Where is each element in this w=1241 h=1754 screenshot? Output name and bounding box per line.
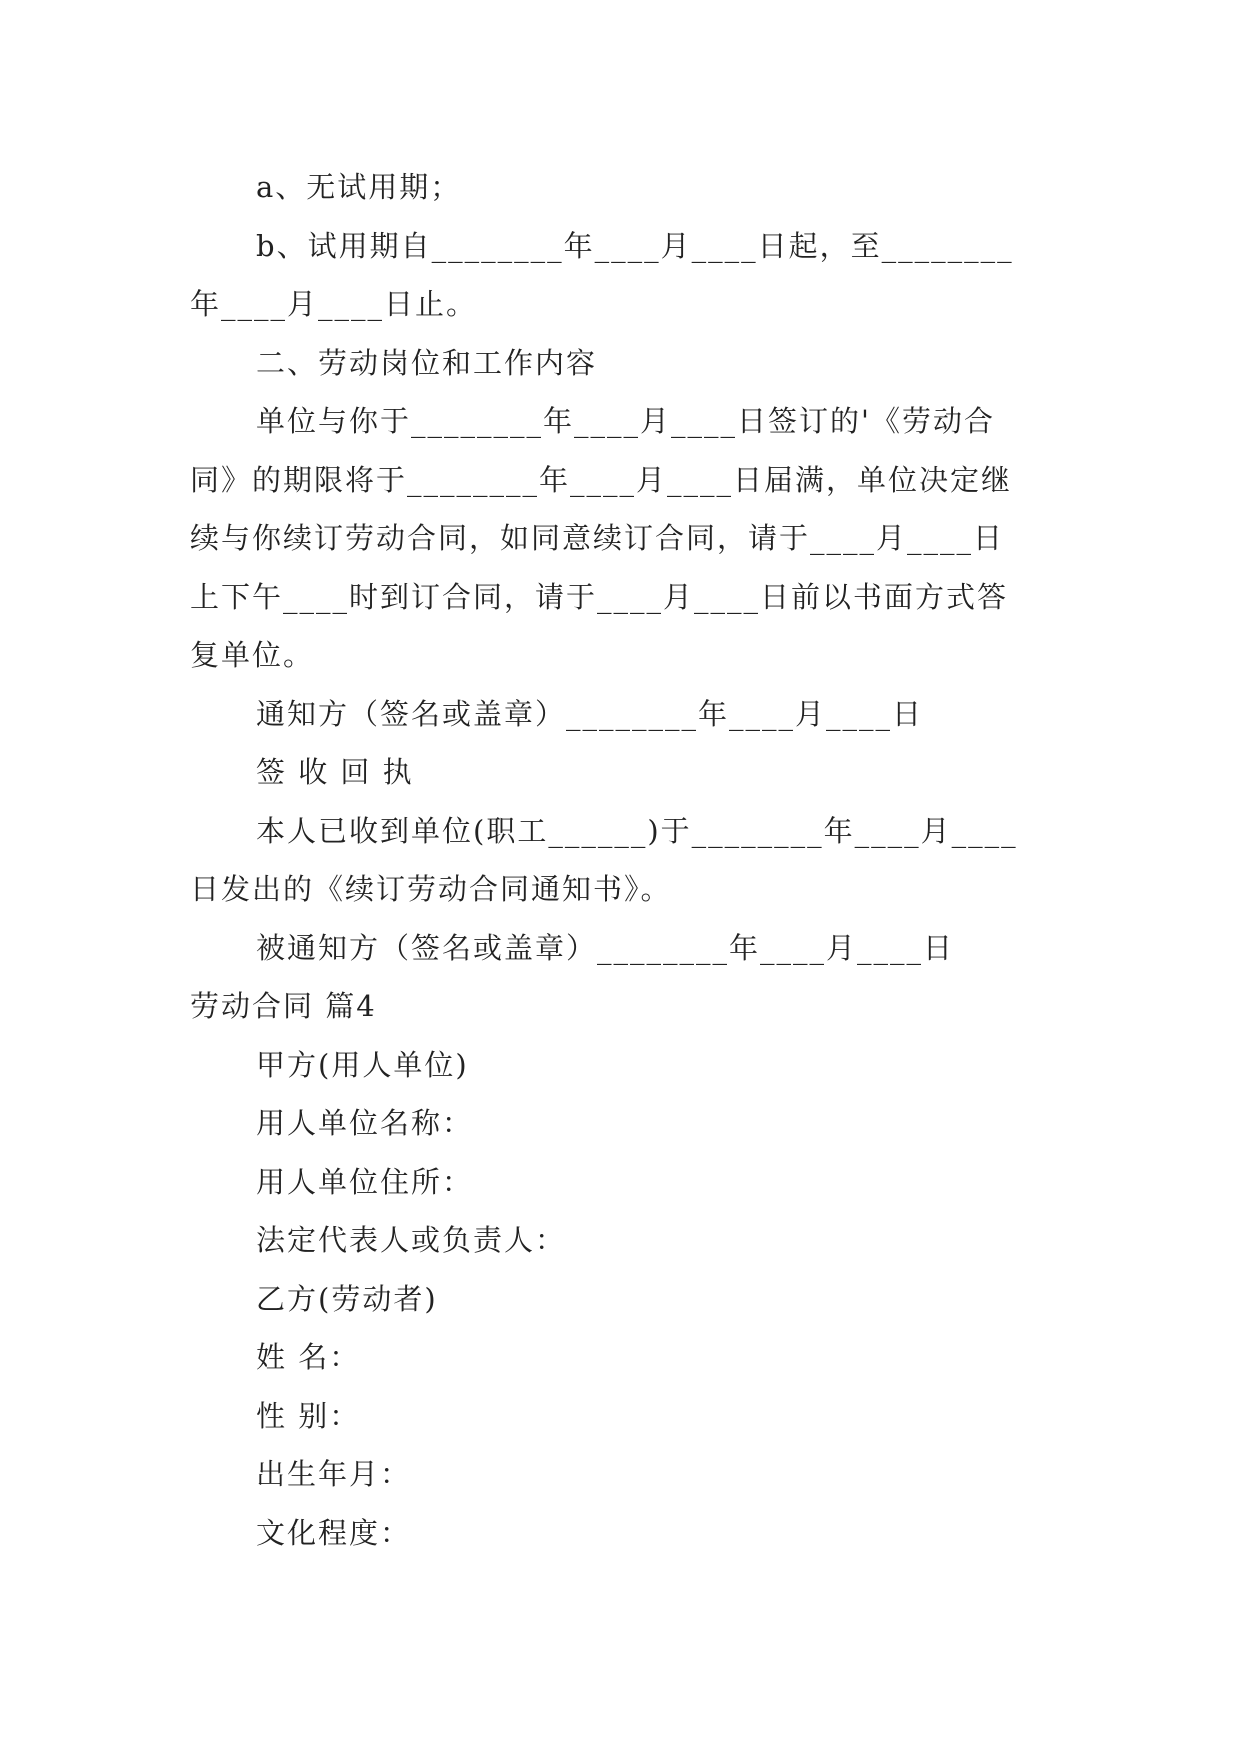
receipt-paragraph-line-2: 日发出的《续订劳动合同通知书》。 (190, 872, 672, 906)
receipt-paragraph: 本人已收到单位(职工______)于________年____月____ (256, 813, 1018, 848)
document-body (190, 158, 1060, 1562)
probation-option-a: a、无试用期； (256, 170, 462, 204)
notifier-signature-line: 通知方（签名或盖章）________年____月____日 (256, 696, 924, 731)
receipt-heading: 签 收 回 执 (256, 755, 414, 789)
employer-name-field: 用人单位名称： (256, 1106, 474, 1140)
party-a-heading: 甲方(用人单位) (256, 1047, 469, 1082)
name-field: 姓 名： (256, 1340, 361, 1374)
renewal-notice-paragraph-line-5: 复单位。 (190, 638, 315, 672)
renewal-notice-paragraph-line-3: 续与你续订劳动合同，如同意续订合同，请于____月____日 (190, 521, 1005, 555)
party-b-heading: 乙方(劳动者) (256, 1281, 438, 1316)
probation-option-b: b、试用期自________年____月____日起，至________ (256, 228, 1014, 263)
contract-section-title: 劳动合同 篇4 (190, 989, 377, 1023)
renewal-notice-paragraph-line-4: 上下午____时到订合同，请于____月____日前以书面方式答 (190, 579, 1009, 614)
birth-date-field: 出生年月： (256, 1457, 412, 1491)
renewal-notice-paragraph-line-2: 同》的期限将于________年____月____日届满，单位决定继 (190, 462, 1013, 497)
section-heading-job-position: 二、劳动岗位和工作内容 (256, 345, 598, 380)
gender-field: 性 别： (256, 1398, 361, 1433)
employer-address-field: 用人单位住所： (256, 1164, 474, 1199)
education-field: 文化程度： (256, 1515, 412, 1550)
renewal-notice-paragraph: 单位与你于________年____月____日签订的'《劳动合 (256, 404, 995, 438)
notified-signature-line: 被通知方（签名或盖章）________年____月____日 (256, 930, 955, 965)
probation-option-b-continued: 年____月____日止。 (190, 287, 478, 321)
legal-representative-field: 法定代表人或负责人： (256, 1223, 567, 1257)
